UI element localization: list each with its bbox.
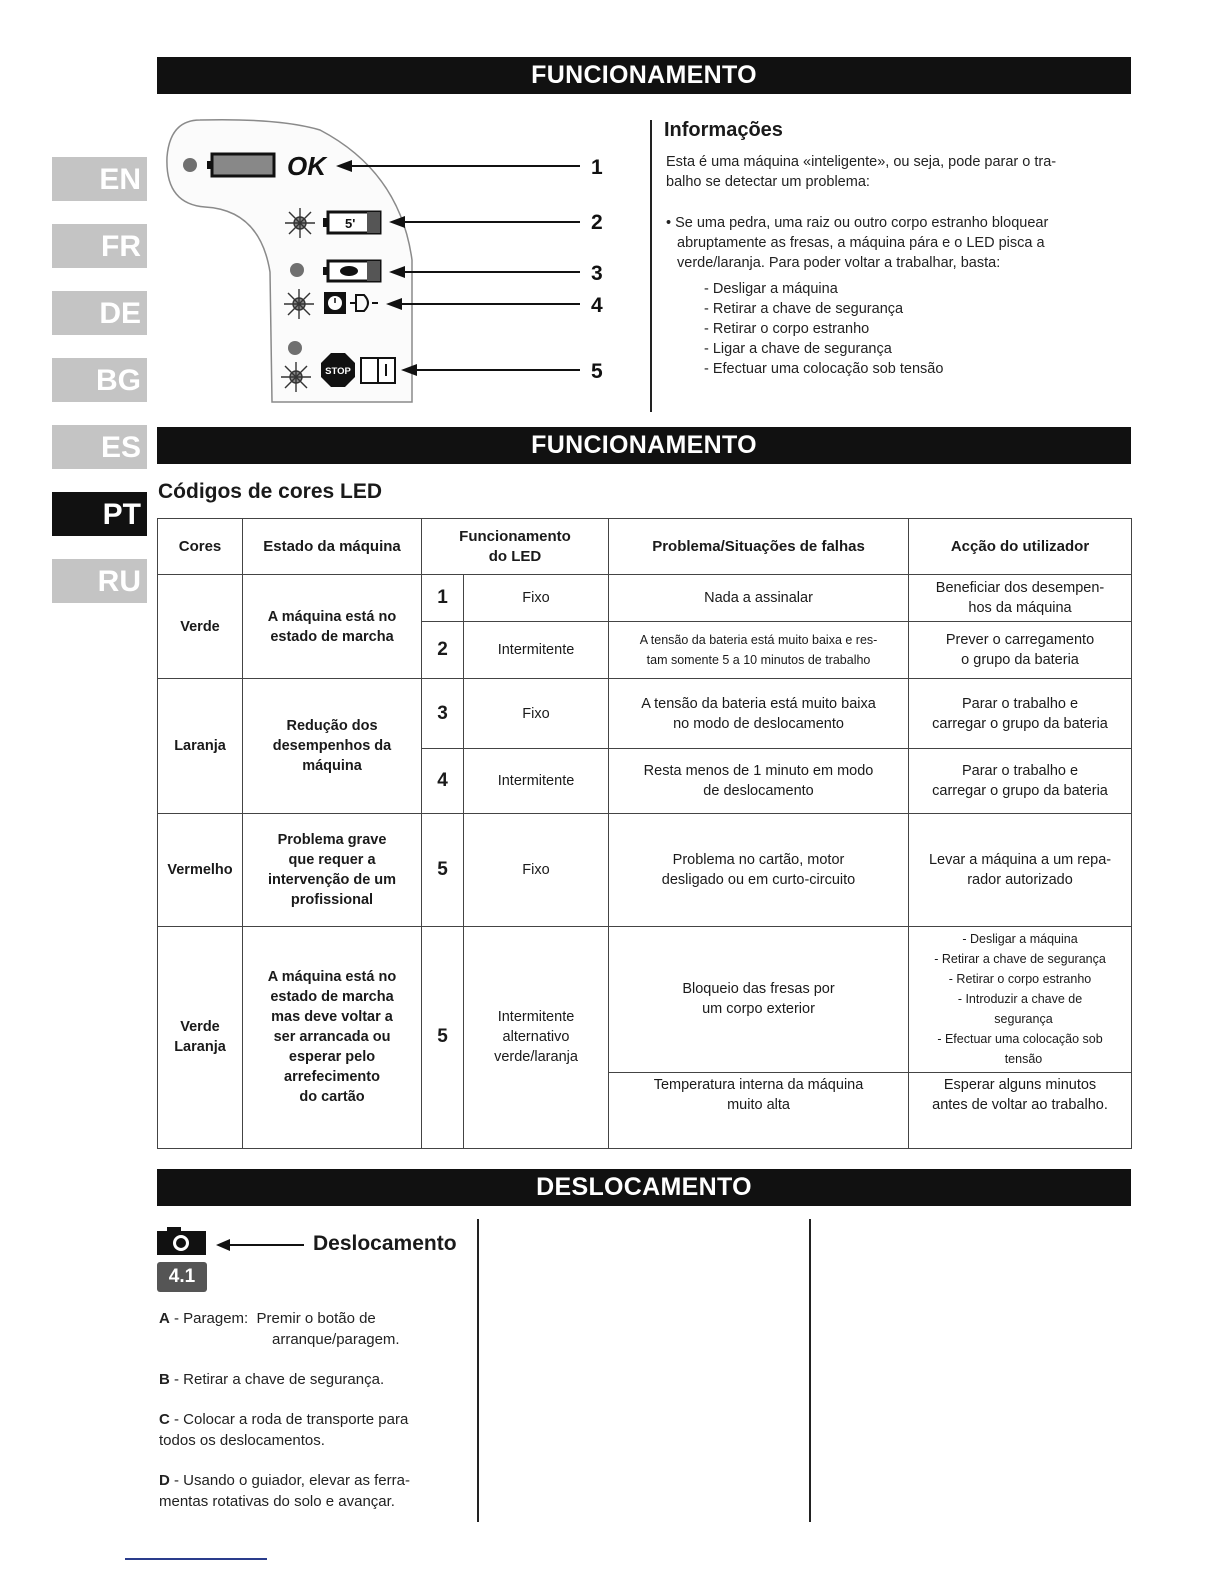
step-text: - Colocar a roda de transporte para	[169, 1411, 409, 1428]
step-text: todos os deslocamentos.	[159, 1432, 325, 1449]
cell-line: Parar o trabalho e	[961, 695, 1079, 712]
footer-rule	[125, 1558, 267, 1560]
cell-line: Problema no cartão, motor	[672, 852, 845, 868]
timer-label: 5'	[345, 216, 356, 231]
cell-line: mas deve voltar a	[271, 1009, 393, 1026]
step-text: - Usando o guiador, elevar as ferra-	[169, 1472, 410, 1489]
action-cell	[909, 679, 1132, 749]
step-text: mentas rotativas do solo e avançar.	[159, 1493, 395, 1510]
cell-line: o grupo da bateria	[961, 652, 1079, 669]
table-row	[158, 926, 1132, 1072]
table-header-row	[158, 519, 1132, 575]
cell-line: Intermitente	[497, 1009, 575, 1026]
cell-line: do cartão	[299, 1089, 365, 1106]
info-title: Informações	[664, 119, 783, 141]
cell-line: muito alta	[727, 1096, 790, 1113]
cell-line: tensão	[997, 1052, 1043, 1067]
lang-tab-pt[interactable]: PT	[52, 492, 147, 536]
led-number: 2	[422, 622, 464, 679]
cell-line: profissional	[290, 892, 374, 908]
led-mode: Intermitente	[464, 622, 609, 679]
table-row	[158, 814, 1132, 926]
state-cell	[243, 575, 422, 679]
cell-line: hos da máquina	[968, 600, 1072, 617]
cell-line: Verde	[180, 1019, 220, 1036]
cell-line: arrefecimento	[284, 1069, 380, 1086]
header-estado: Estado da máquina	[243, 519, 422, 575]
problem-cell	[609, 1072, 909, 1148]
cell-line: que requer a	[288, 852, 376, 868]
cell-line: ser arrancada ou	[273, 1029, 391, 1046]
callout-1: 1	[591, 156, 603, 179]
led-blinking-icon	[285, 208, 315, 238]
list-item: - Ligar a chave de segurança	[704, 341, 892, 357]
led-mode: Fixo	[464, 814, 609, 926]
led-blinking-icon	[281, 362, 311, 392]
cell-line: no modo de deslocamento	[673, 715, 844, 732]
callout-2: 2	[591, 211, 603, 234]
cell-line: segurança	[987, 1012, 1053, 1027]
stop-label: STOP	[325, 366, 351, 377]
step-text: - Paragem: Premir o botão de	[169, 1310, 376, 1327]
step-d	[159, 1470, 469, 1512]
cell-line: Temperatura interna da máquina	[653, 1076, 864, 1093]
state-cell	[243, 814, 422, 926]
lang-tab-bg[interactable]: BG	[52, 358, 147, 402]
cell-line: estado de marcha	[270, 989, 394, 1006]
column-divider	[650, 120, 652, 412]
cell-line: A máquina está no	[267, 969, 397, 986]
cell-line: verde/laranja	[494, 1049, 578, 1066]
led-mode	[464, 926, 609, 1148]
action-cell	[909, 814, 1132, 926]
control-panel-illustration	[160, 112, 620, 412]
cell-line: carregar o grupo da bateria	[932, 715, 1108, 732]
cell-line: um corpo exterior	[702, 1001, 815, 1018]
led-number: 1	[422, 575, 464, 622]
cell-line: esperar pelo	[288, 1049, 376, 1066]
led-number: 3	[422, 679, 464, 749]
cell-line: Levar a máquina a um repa-	[928, 852, 1112, 868]
cell-line: tam somente 5 a 10 minutos de trabalho	[646, 653, 871, 668]
cell-line: Beneficiar dos desempen-	[935, 580, 1105, 597]
column-divider	[809, 1219, 811, 1522]
problem-cell	[609, 679, 909, 749]
cell-line: desligado ou em curto-circuito	[661, 872, 856, 888]
cell-line: máquina	[302, 758, 362, 775]
info-intro-line: balho se detectar um problema:	[666, 174, 870, 190]
led-blinking-icon	[284, 289, 314, 319]
led-off-icon	[288, 341, 302, 355]
header-accao: Acção do utilizador	[909, 519, 1132, 575]
action-cell	[909, 926, 1132, 1072]
info-steps-list	[704, 279, 943, 379]
column-divider	[477, 1219, 479, 1522]
problem-cell	[609, 749, 909, 814]
cell-line: Prever o carregamento	[945, 632, 1095, 649]
info-bullet-line: abruptamente as fresas, a máquina pára e o LED pisca a	[677, 235, 1045, 251]
callout-4: 4	[591, 294, 603, 317]
deslocamento-heading: Deslocamento	[313, 1232, 457, 1255]
led-mode: Fixo	[464, 679, 609, 749]
led-codes-table	[157, 518, 1132, 1149]
header-line: Funcionamento	[459, 527, 571, 545]
problem-cell	[609, 814, 909, 926]
info-bullet-line: verde/laranja. Para poder voltar a trabalhar, basta:	[677, 255, 1001, 271]
info-intro-line: Esta é uma máquina «inteligente», ou seja, pode parar o tra-	[666, 154, 1057, 170]
cell-line: rador autorizado	[967, 872, 1073, 888]
led-codes-title: Códigos de cores LED	[158, 480, 383, 503]
table-row	[158, 575, 1132, 622]
cell-line: de deslocamento	[703, 783, 814, 800]
cell-line: carregar o grupo da bateria	[932, 783, 1108, 800]
cell-line: - Desligar a máquina	[962, 932, 1078, 947]
info-bullet-line: • Se uma pedra, uma raiz ou outro corpo estranho bloquear	[666, 215, 1049, 231]
step-c	[159, 1409, 469, 1451]
lang-tab-ru[interactable]: RU	[52, 559, 147, 603]
section-header-funcionamento-2: FUNCIONAMENTO	[157, 427, 1131, 464]
problem-cell	[609, 622, 909, 679]
step-text: arranque/paragem.	[272, 1331, 400, 1348]
table-row	[158, 679, 1132, 749]
header-problema: Problema/Situações de falhas	[609, 519, 909, 575]
lang-tab-fr[interactable]: FR	[52, 224, 147, 268]
manual-book-icon	[361, 358, 395, 383]
cell-line: - Efectuar uma colocação sob	[937, 1032, 1103, 1047]
callout-5: 5	[591, 360, 603, 383]
list-item: - Desligar a máquina	[704, 281, 838, 297]
step-text: - Retirar a chave de segurança.	[169, 1371, 385, 1388]
step-a	[159, 1308, 469, 1350]
cell-line: A tensão da bateria está muito baixa e res-	[639, 633, 878, 648]
list-item: - Retirar o corpo estranho	[704, 321, 870, 337]
cell-line: Parar o trabalho e	[961, 763, 1079, 780]
header-line: do LED	[488, 547, 542, 565]
lang-tab-es[interactable]: ES	[52, 425, 147, 469]
state-cell	[243, 679, 422, 814]
camera-icon	[156, 1226, 208, 1256]
cell-line: Resta menos de 1 minuto em modo	[643, 763, 874, 780]
led-off-icon	[183, 158, 197, 172]
cell-line: estado de marcha	[270, 628, 394, 645]
header-funcionamento	[422, 519, 609, 575]
cell-line: Esperar alguns minutos	[943, 1076, 1097, 1093]
led-number: 5	[422, 814, 464, 926]
state-cell	[243, 926, 422, 1148]
cell-line: Laranja	[174, 1039, 226, 1056]
cell-line: Redução dos	[286, 718, 378, 735]
action-cell	[909, 749, 1132, 814]
problem-cell: Nada a assinalar	[609, 575, 909, 622]
step-b	[159, 1369, 469, 1390]
cell-line: Bloqueio das fresas por	[682, 981, 835, 998]
cell-line: Problema grave	[277, 832, 387, 848]
cell-line: - Introduzir a chave de	[957, 992, 1083, 1007]
header-cores: Cores	[158, 519, 243, 575]
led-number: 5	[422, 926, 464, 1148]
list-item: - Efectuar uma colocação sob tensão	[704, 361, 944, 377]
cell-line: A máquina está no	[267, 608, 397, 625]
cell-line: A tensão da bateria está muito baixa	[641, 695, 876, 712]
color-cell: Vermelho	[158, 814, 243, 926]
action-cell	[909, 622, 1132, 679]
info-bullet	[666, 213, 1132, 273]
info-intro	[666, 152, 1132, 192]
figure-label: 4.1	[157, 1262, 207, 1292]
cell-line: - Retirar o corpo estranho	[948, 972, 1092, 987]
section-header-deslocamento: DESLOCAMENTO	[157, 1169, 1131, 1206]
callout-3: 3	[591, 262, 603, 285]
led-off-icon	[290, 263, 304, 277]
led-mode: Fixo	[464, 575, 609, 622]
cell-line: - Retirar a chave de segurança	[934, 952, 1106, 967]
section-header-funcionamento: FUNCIONAMENTO	[157, 57, 1131, 94]
led-number: 4	[422, 749, 464, 814]
action-cell	[909, 575, 1132, 622]
led-mode: Intermitente	[464, 749, 609, 814]
color-cell: Verde	[158, 575, 243, 679]
list-item: - Retirar a chave de segurança	[704, 301, 904, 317]
cell-line: desempenhos da	[272, 738, 392, 755]
step-letter: D	[159, 1472, 170, 1489]
ok-label: OK	[287, 151, 326, 181]
step-letter: B	[159, 1371, 170, 1388]
battery-full-icon	[212, 154, 274, 176]
cell-line: antes de voltar ao trabalho.	[932, 1096, 1108, 1113]
step-letter: A	[159, 1310, 170, 1327]
step-letter: C	[159, 1411, 170, 1428]
arrow-icon	[214, 1238, 306, 1252]
action-cell	[909, 1072, 1132, 1148]
cell-line: alternativo	[502, 1029, 570, 1046]
lang-tab-de[interactable]: DE	[52, 291, 147, 335]
color-cell: Laranja	[158, 679, 243, 814]
turtle-icon	[340, 266, 358, 276]
problem-cell	[609, 926, 909, 1072]
lang-tab-en[interactable]: EN	[52, 157, 147, 201]
cell-line: intervenção de um	[267, 872, 397, 888]
color-cell	[158, 926, 243, 1148]
